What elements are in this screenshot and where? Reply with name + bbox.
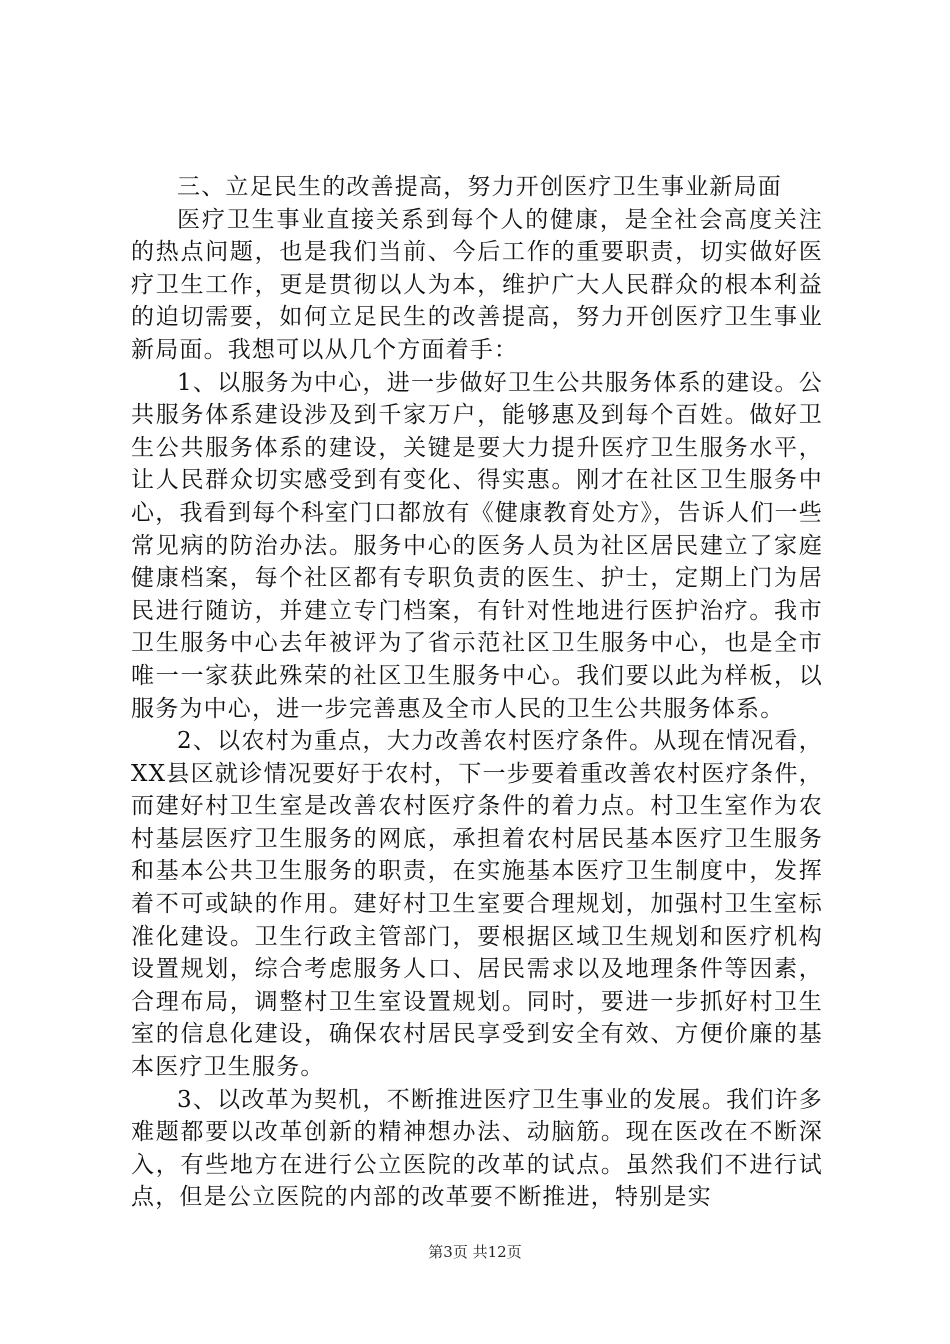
document-body: [131, 171, 823, 1214]
point-3-paragraph: 3、以改革为契机，不断推进医疗卫生事业的发展。我们许多难题都要以改革创新的精神想办法、动脑筋。现在医改在不断深入，有些地方在进行公立医院的改革的试点。虽然我们不进行试点，但是公立医院的内部的改革要不断推进，特别是实: [131, 1086, 823, 1211]
section-heading: 三、立足民生的改善提高，努力开创医疗卫生事业新局面: [177, 174, 782, 200]
point-1-paragraph: 1、以服务为中心，进一步做好卫生公共服务体系的建设。公共服务体系建设涉及到千家万户，能够惠及到每个百姓。做好卫生公共服务体系的建设，关键是要大力提升医疗卫生服务水平，让人民群众切实感受到有变化、得实惠。刚才在社区卫生服务中心，我看到每个科室门口都放有《健康教育处方》，告诉人们一些常见病的防治办法。服务中心的医务人员为社区居民建立了家庭健康档案，每个社区都有专职负责的医生、护士，定期上门为居民进行随访，并建立专门档案，有针对性地进行医护治疗。我市卫生服务中心去年被评为了省示范社区卫生服务中心，也是全市唯一一家获此殊荣的社区卫生服务中心。我们要以此为样板，以服务为中心，进一步完善惠及全市人民的卫生公共服务体系。: [131, 369, 823, 722]
point-2-paragraph: 2、以农村为重点，大力改善农村医疗条件。从现在情况看，XX县区就诊情况要好于农村，下一步要着重改善农村医疗条件，而建好村卫生室是改善农村医疗条件的着力点。村卫生室作为农村基层医疗卫生服务的网底，承担着农村居民基本医疗卫生服务和基本公共卫生服务的职责，在实施基本医疗卫生制度中，发挥着不可或缺的作用。建好村卫生室要合理规划，加强村卫生室标准化建设。卫生行政主管部门，要根据区域卫生规划和医疗机构设置规划，综合考虑服务人口、居民需求以及地理条件等因素，合理布局，调整村卫生室设置规划。同时，要进一步抓好村卫生室的信息化建设，确保农村居民享受到安全有效、方便价廉的基本医疗卫生服务。: [131, 728, 823, 1081]
intro-paragraph: 医疗卫生事业直接关系到每个人的健康，是全社会高度关注的热点问题，也是我们当前、今后工作的重要职责，切实做好医疗卫生工作，更是贯彻以人为本，维护广大人民群众的根本利益的迫切需要，如何立足民生的改善提高，努力开创医疗卫生事业新局面。我想可以从几个方面着手：: [131, 206, 823, 363]
page-number-footer: 第3页 共12页: [428, 1243, 522, 1261]
